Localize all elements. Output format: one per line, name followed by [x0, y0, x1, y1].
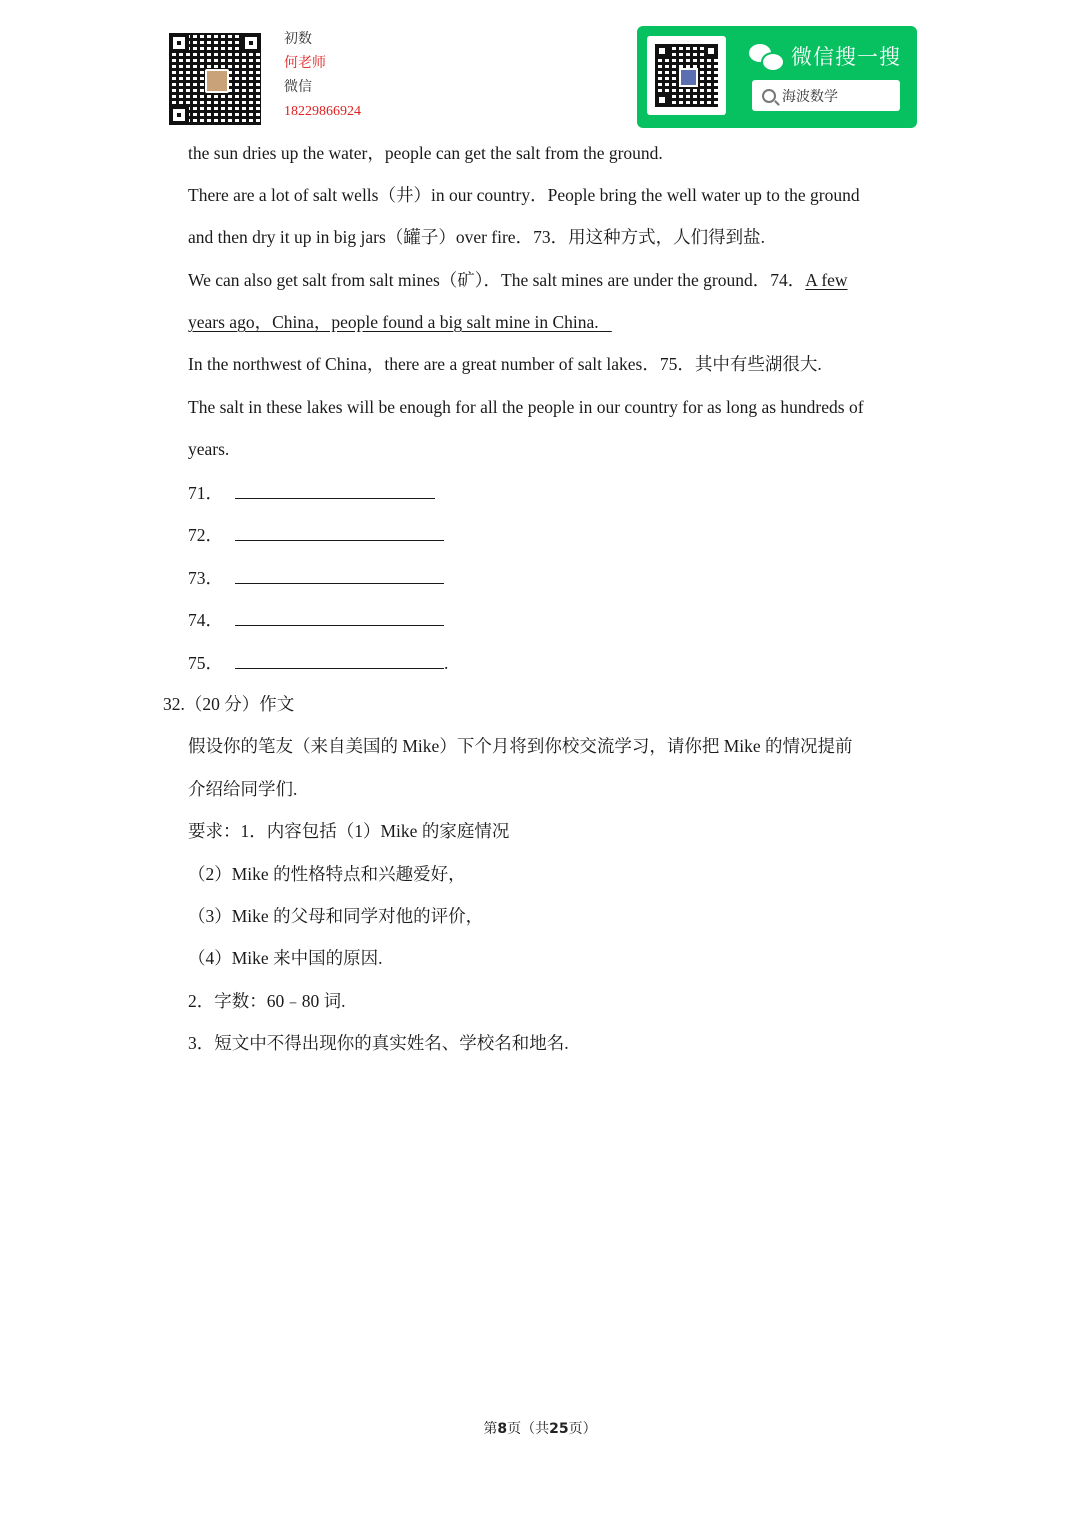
answer-label: 73． — [188, 568, 223, 588]
answer-label: 72． — [188, 525, 223, 545]
page-number: 8 — [497, 1421, 508, 1437]
contact-phone: 18229866924 — [284, 104, 361, 119]
answer-row — [188, 522, 444, 547]
wechat-title-text: 微信搜一搜 — [791, 45, 901, 69]
answer-blank[interactable] — [235, 565, 444, 584]
answer-label: 75． — [188, 653, 223, 673]
passage-line: The salt in these lakes will be enough for all the people in our country for as long as hundreds of — [188, 397, 864, 417]
wechat-icon — [749, 42, 783, 70]
question-text: 介绍给同学们. — [188, 779, 298, 799]
passage-line: years. — [188, 439, 230, 459]
wechat-search-text: 海波数学 — [782, 88, 838, 105]
answer-row — [188, 480, 435, 505]
page-total: 25 — [549, 1421, 569, 1437]
wechat-qr-frame — [647, 36, 726, 115]
search-icon — [762, 89, 776, 103]
passage-line: the sun dries up the water，people can get the salt from the ground. — [188, 143, 663, 163]
footer-text: 第 — [483, 1421, 498, 1437]
answer-blank[interactable] — [235, 650, 444, 669]
wechat-search-card[interactable] — [637, 26, 917, 128]
contact-line-3: 微信 — [284, 80, 312, 95]
answer-row — [188, 650, 448, 675]
answer-label: 74． — [188, 610, 223, 630]
requirement-item: （2）Mike 的性格特点和兴趣爱好， — [188, 864, 466, 884]
contact-line-1: 初数 — [284, 32, 312, 47]
contact-info — [284, 28, 361, 124]
contact-qr-code — [169, 33, 261, 125]
passage-line — [188, 310, 612, 334]
contact-name: 何老师 — [284, 56, 326, 71]
answer-suffix: . — [444, 653, 449, 673]
requirement-item: 3．短文中不得出现你的真实姓名、学校名和地名. — [188, 1033, 569, 1053]
answer-row — [188, 607, 444, 632]
passage-line: and then dry it up in big jars（罐子）over fire．73．用这种方式，人们得到盐. — [188, 227, 765, 247]
question-heading: 32.（20 分）作文 — [163, 694, 295, 714]
answer-blank[interactable] — [235, 607, 444, 626]
requirement-item: 要求：1．内容包括（1）Mike 的家庭情况 — [188, 821, 510, 841]
footer-text: 页） — [568, 1421, 597, 1437]
underlined-sentence: A few — [805, 270, 848, 290]
wechat-search-box[interactable] — [752, 80, 900, 111]
wechat-qr-code — [655, 44, 718, 107]
passage-line — [188, 268, 848, 292]
requirement-item: 2．字数：60﹣80 词. — [188, 991, 346, 1011]
page-footer — [0, 1418, 1080, 1438]
passage-line: In the northwest of China，there are a great number of salt lakes．75．其中有些湖很大. — [188, 354, 822, 374]
answer-label: 71． — [188, 483, 223, 503]
wechat-search-title — [749, 40, 901, 72]
requirement-item: （4）Mike 来中国的原因. — [188, 948, 383, 968]
footer-text: 页（共 — [507, 1421, 550, 1437]
avatar — [205, 69, 229, 93]
passage-line: There are a lot of salt wells（井）in our country．People bring the well water up to the ground — [188, 185, 860, 205]
passage-text: We can also get salt from salt mines（矿）．The salt mines are under the ground．74． — [188, 270, 806, 290]
underlined-sentence: years ago，China，people found a big salt mine in China. — [188, 312, 599, 332]
answer-row — [188, 565, 444, 590]
answer-blank[interactable] — [235, 480, 435, 499]
requirement-item: （3）Mike 的父母和同学对他的评价， — [188, 906, 484, 926]
qr-logo-icon — [679, 68, 698, 87]
answer-blank[interactable] — [235, 522, 444, 541]
question-text: 假设你的笔友（来自美国的 Mike）下个月将到你校交流学习，请你把 Mike 的情况提前 — [188, 736, 853, 756]
